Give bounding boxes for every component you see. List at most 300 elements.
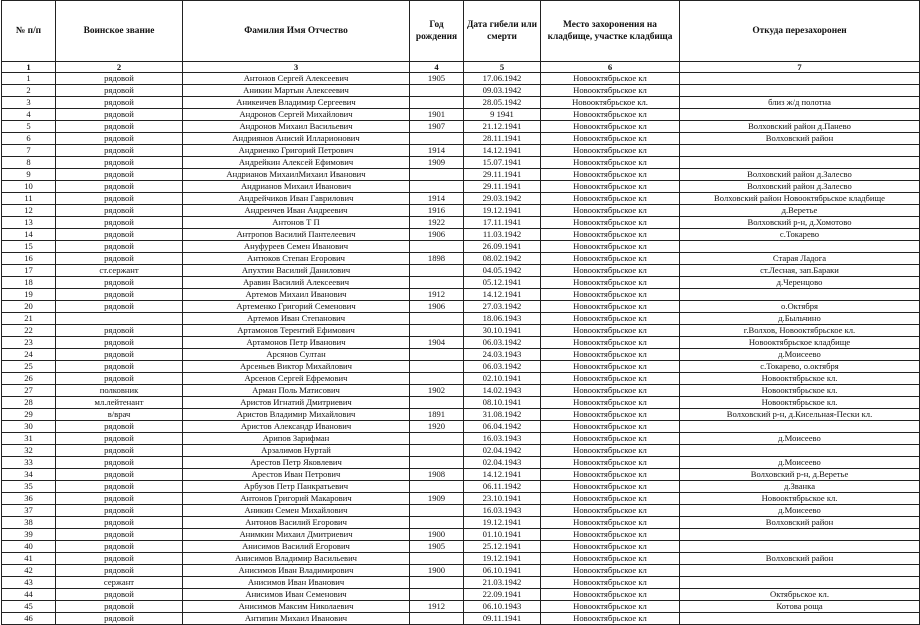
burial-place-cell: Новооктябрьское кл bbox=[541, 613, 680, 625]
table-row bbox=[2, 121, 920, 133]
name-cell: Анисимов Иван Иванович bbox=[183, 577, 410, 589]
birth-year-cell: 1909 bbox=[410, 157, 464, 169]
reburied-from-cell: д.Моисеево bbox=[680, 457, 920, 469]
row-number: 8 bbox=[2, 157, 56, 169]
reburied-from-cell: д.Быльчино bbox=[680, 313, 920, 325]
name-cell: Андрейчиков Иван Гаврилович bbox=[183, 193, 410, 205]
reburied-from-cell: д.Моисеево bbox=[680, 349, 920, 361]
reburied-from-cell bbox=[680, 541, 920, 553]
table-row bbox=[2, 457, 920, 469]
table-row bbox=[2, 469, 920, 481]
name-cell: Аравин Василий Алексеевич bbox=[183, 277, 410, 289]
birth-year-cell bbox=[410, 553, 464, 565]
burial-place-cell: Новооктябрьское кл bbox=[541, 265, 680, 277]
death-date-cell: 17.11.1941 bbox=[464, 217, 541, 229]
burial-place-cell: Новооктябрьское кл bbox=[541, 301, 680, 313]
death-date-cell: 06.10.1941 bbox=[464, 565, 541, 577]
row-number: 20 bbox=[2, 301, 56, 313]
burial-place-cell: Новооктябрьское кл bbox=[541, 289, 680, 301]
column-number: 4 bbox=[410, 62, 464, 73]
death-date-cell: 02.04.1943 bbox=[464, 457, 541, 469]
name-cell: Антюков Степан Егорович bbox=[183, 253, 410, 265]
rank-cell: рядовой bbox=[56, 541, 183, 553]
reburied-from-cell: Котова роща bbox=[680, 601, 920, 613]
reburied-from-cell: д.Моисеево bbox=[680, 433, 920, 445]
rank-cell: рядовой bbox=[56, 349, 183, 361]
death-date-cell: 21.03.1942 bbox=[464, 577, 541, 589]
reburied-from-cell bbox=[680, 145, 920, 157]
burial-place-cell: Новооктябрьское кл bbox=[541, 169, 680, 181]
birth-year-cell bbox=[410, 313, 464, 325]
burial-place-cell: Новооктябрьское кл bbox=[541, 373, 680, 385]
table-row bbox=[2, 397, 920, 409]
rank-cell: рядовой bbox=[56, 481, 183, 493]
birth-year-cell bbox=[410, 517, 464, 529]
burial-place-cell: Новооктябрьское кл bbox=[541, 349, 680, 361]
rank-cell: мл.лейтенант bbox=[56, 397, 183, 409]
row-number: 28 bbox=[2, 397, 56, 409]
table-row bbox=[2, 73, 920, 85]
burial-place-cell: Новооктябрьское кл bbox=[541, 433, 680, 445]
birth-year-cell: 1902 bbox=[410, 385, 464, 397]
burial-place-cell: Новооктябрьское кл bbox=[541, 589, 680, 601]
birth-year-cell: 1920 bbox=[410, 421, 464, 433]
birth-year-cell: 1898 bbox=[410, 253, 464, 265]
table-row bbox=[2, 169, 920, 181]
row-number: 44 bbox=[2, 589, 56, 601]
row-number: 30 bbox=[2, 421, 56, 433]
death-date-cell: 06.11.1942 bbox=[464, 481, 541, 493]
reburied-from-cell bbox=[680, 73, 920, 85]
table-row bbox=[2, 601, 920, 613]
rank-cell: рядовой bbox=[56, 217, 183, 229]
death-date-cell: 14.12.1941 bbox=[464, 145, 541, 157]
reburied-from-cell: Октябрьское кл. bbox=[680, 589, 920, 601]
death-date-cell: 08.02.1942 bbox=[464, 253, 541, 265]
name-cell: Антонов Т П bbox=[183, 217, 410, 229]
rank-cell: рядовой bbox=[56, 529, 183, 541]
table-row bbox=[2, 445, 920, 457]
column-number: 3 bbox=[183, 62, 410, 73]
burial-place-cell: Новооктябрьское кл bbox=[541, 337, 680, 349]
rank-cell: рядовой bbox=[56, 277, 183, 289]
burial-place-cell: Новооктябрьское кл bbox=[541, 145, 680, 157]
reburied-from-cell: Волховский район bbox=[680, 553, 920, 565]
row-number: 34 bbox=[2, 469, 56, 481]
column-number: 7 bbox=[680, 62, 920, 73]
name-cell: Анисимов Иван Семенович bbox=[183, 589, 410, 601]
table-row bbox=[2, 337, 920, 349]
burial-place-cell: Новооктябрьское кл bbox=[541, 517, 680, 529]
rank-cell: в/врач bbox=[56, 409, 183, 421]
table-row bbox=[2, 313, 920, 325]
death-date-cell: 25.12.1941 bbox=[464, 541, 541, 553]
header-full-name: Фамилия Имя Отчество bbox=[183, 1, 410, 62]
burial-place-cell: Новооктябрьское кл bbox=[541, 73, 680, 85]
birth-year-cell bbox=[410, 373, 464, 385]
row-number: 3 bbox=[2, 97, 56, 109]
death-date-cell: 06.10.1943 bbox=[464, 601, 541, 613]
death-date-cell: 05.12.1941 bbox=[464, 277, 541, 289]
row-number: 2 bbox=[2, 85, 56, 97]
birth-year-cell: 1901 bbox=[410, 109, 464, 121]
name-cell: Артамонов Терентий Ефимович bbox=[183, 325, 410, 337]
burial-place-cell: Новооктябрьское кл bbox=[541, 445, 680, 457]
reburied-from-cell: Волховский район д.Залесво bbox=[680, 181, 920, 193]
rank-cell: рядовой bbox=[56, 109, 183, 121]
reburied-from-cell bbox=[680, 577, 920, 589]
reburied-from-cell bbox=[680, 109, 920, 121]
name-cell: Артеменко Григорий Семенович bbox=[183, 301, 410, 313]
burial-place-cell: Новооктябрьское кл bbox=[541, 577, 680, 589]
name-cell: Аникин Мартын Алексеевич bbox=[183, 85, 410, 97]
rank-cell: полковник bbox=[56, 385, 183, 397]
row-number: 11 bbox=[2, 193, 56, 205]
death-date-cell: 06.03.1942 bbox=[464, 337, 541, 349]
death-date-cell: 17.06.1942 bbox=[464, 73, 541, 85]
reburied-from-cell: с.Токарево bbox=[680, 229, 920, 241]
name-cell: Арестов Петр Яковлевич bbox=[183, 457, 410, 469]
table-row bbox=[2, 289, 920, 301]
table-row bbox=[2, 97, 920, 109]
rank-cell: рядовой bbox=[56, 85, 183, 97]
burial-place-cell: Новооктябрьское кл bbox=[541, 253, 680, 265]
burial-place-cell: Новооктябрьское кл bbox=[541, 469, 680, 481]
burial-register-table bbox=[1, 0, 920, 625]
reburied-from-cell: д.Званка bbox=[680, 481, 920, 493]
reburied-from-cell: Волховский район д.Панево bbox=[680, 121, 920, 133]
rank-cell: рядовой bbox=[56, 289, 183, 301]
burial-place-cell: Новооктябрьское кл bbox=[541, 601, 680, 613]
row-number: 5 bbox=[2, 121, 56, 133]
name-cell: Антонов Сергей Алексеевич bbox=[183, 73, 410, 85]
reburied-from-cell bbox=[680, 157, 920, 169]
rank-cell: рядовой bbox=[56, 301, 183, 313]
name-cell: Аристов Владимир Михайлович bbox=[183, 409, 410, 421]
name-cell: Аникеичев Владимир Сергеевич bbox=[183, 97, 410, 109]
name-cell: Андронов Михаил Васильевич bbox=[183, 121, 410, 133]
column-number: 6 bbox=[541, 62, 680, 73]
name-cell: Антонов Василий Егорович bbox=[183, 517, 410, 529]
death-date-cell: 27.03.1942 bbox=[464, 301, 541, 313]
table-row bbox=[2, 553, 920, 565]
reburied-from-cell: о.Октября bbox=[680, 301, 920, 313]
birth-year-cell bbox=[410, 481, 464, 493]
row-number: 9 bbox=[2, 169, 56, 181]
reburied-from-cell: Волховский р-н, д.Хомотово bbox=[680, 217, 920, 229]
table-row bbox=[2, 421, 920, 433]
row-number: 13 bbox=[2, 217, 56, 229]
table-row bbox=[2, 409, 920, 421]
reburied-from-cell bbox=[680, 289, 920, 301]
rank-cell: рядовой bbox=[56, 433, 183, 445]
reburied-from-cell: Новооктябрьское кл. bbox=[680, 397, 920, 409]
reburied-from-cell: Волховский р-н, д.Кисельная-Пески кл. bbox=[680, 409, 920, 421]
burial-place-cell: Новооктябрьское кл bbox=[541, 121, 680, 133]
table-row bbox=[2, 541, 920, 553]
burial-place-cell: Новооктябрьское кл bbox=[541, 505, 680, 517]
death-date-cell: 24.03.1943 bbox=[464, 349, 541, 361]
table-row bbox=[2, 217, 920, 229]
row-number: 46 bbox=[2, 613, 56, 625]
burial-place-cell: Новооктябрьское кл bbox=[541, 217, 680, 229]
name-cell: Анимкин Михаил Дмитриевич bbox=[183, 529, 410, 541]
table-row bbox=[2, 253, 920, 265]
table-row bbox=[2, 277, 920, 289]
death-date-cell: 14.02.1943 bbox=[464, 385, 541, 397]
rank-cell: рядовой bbox=[56, 469, 183, 481]
row-number: 42 bbox=[2, 565, 56, 577]
name-cell: Артемов Михаил Иванович bbox=[183, 289, 410, 301]
birth-year-cell bbox=[410, 361, 464, 373]
rank-cell: рядовой bbox=[56, 421, 183, 433]
reburied-from-cell: ст.Лесная, зап.Бараки bbox=[680, 265, 920, 277]
name-cell: Арман Поль Матисович bbox=[183, 385, 410, 397]
rank-cell: рядовой bbox=[56, 73, 183, 85]
name-cell: Андрианов МихаилМихаил Иванович bbox=[183, 169, 410, 181]
name-cell: Арестов Иван Петрович bbox=[183, 469, 410, 481]
name-cell: Анисимов Иван Владимирович bbox=[183, 565, 410, 577]
rank-cell: рядовой bbox=[56, 373, 183, 385]
reburied-from-cell: д.Черенцово bbox=[680, 277, 920, 289]
burial-place-cell: Новооктябрьское кл bbox=[541, 397, 680, 409]
burial-place-cell: Новооктябрьское кл. bbox=[541, 97, 680, 109]
birth-year-cell bbox=[410, 181, 464, 193]
name-cell: Анисимов Василий Егорович bbox=[183, 541, 410, 553]
birth-year-cell: 1912 bbox=[410, 289, 464, 301]
death-date-cell: 19.12.1941 bbox=[464, 553, 541, 565]
table-row bbox=[2, 361, 920, 373]
row-number: 23 bbox=[2, 337, 56, 349]
rank-cell: рядовой bbox=[56, 193, 183, 205]
death-date-cell: 18.06.1943 bbox=[464, 313, 541, 325]
table-row bbox=[2, 481, 920, 493]
table-row bbox=[2, 193, 920, 205]
column-number: 2 bbox=[56, 62, 183, 73]
reburied-from-cell: Волховский район bbox=[680, 133, 920, 145]
header-burial-place: Место захоронения на кладбище, участке кладбища bbox=[541, 1, 680, 62]
name-cell: Арбузов Петр Панкратьевич bbox=[183, 481, 410, 493]
death-date-cell: 29.03.1942 bbox=[464, 193, 541, 205]
rank-cell: рядовой bbox=[56, 133, 183, 145]
birth-year-cell: 1908 bbox=[410, 469, 464, 481]
rank-cell: рядовой bbox=[56, 337, 183, 349]
rank-cell: рядовой bbox=[56, 229, 183, 241]
reburied-from-cell bbox=[680, 565, 920, 577]
birth-year-cell: 1912 bbox=[410, 601, 464, 613]
birth-year-cell bbox=[410, 433, 464, 445]
burial-place-cell: Новооктябрьское кл bbox=[541, 457, 680, 469]
reburied-from-cell: Волховский район Новооктябрьское кладбище bbox=[680, 193, 920, 205]
row-number: 31 bbox=[2, 433, 56, 445]
death-date-cell: 19.12.1941 bbox=[464, 517, 541, 529]
table-row bbox=[2, 301, 920, 313]
table-row bbox=[2, 577, 920, 589]
birth-year-cell bbox=[410, 85, 464, 97]
birth-year-cell: 1904 bbox=[410, 337, 464, 349]
rank-cell: рядовой bbox=[56, 121, 183, 133]
row-number: 26 bbox=[2, 373, 56, 385]
reburied-from-cell: д.Моисеево bbox=[680, 505, 920, 517]
death-date-cell: 9 1941 bbox=[464, 109, 541, 121]
birth-year-cell bbox=[410, 457, 464, 469]
row-number: 12 bbox=[2, 205, 56, 217]
birth-year-cell: 1906 bbox=[410, 301, 464, 313]
column-number: 1 bbox=[2, 62, 56, 73]
reburied-from-cell: Волховский район д.Залесво bbox=[680, 169, 920, 181]
name-cell: Андреичев Иван Андреевич bbox=[183, 205, 410, 217]
column-number: 5 bbox=[464, 62, 541, 73]
death-date-cell: 28.05.1942 bbox=[464, 97, 541, 109]
death-date-cell: 31.08.1942 bbox=[464, 409, 541, 421]
reburied-from-cell: Новооктябрьское кл. bbox=[680, 385, 920, 397]
name-cell: Андронов Сергей Михайлович bbox=[183, 109, 410, 121]
death-date-cell: 19.12.1941 bbox=[464, 205, 541, 217]
burial-place-cell: Новооктябрьское кл bbox=[541, 241, 680, 253]
row-number: 39 bbox=[2, 529, 56, 541]
name-cell: Арсенов Сергей Ефремович bbox=[183, 373, 410, 385]
row-number: 4 bbox=[2, 109, 56, 121]
row-number: 16 bbox=[2, 253, 56, 265]
name-cell: Анисимов Максим Николаевич bbox=[183, 601, 410, 613]
birth-year-cell: 1922 bbox=[410, 217, 464, 229]
death-date-cell: 29.11.1941 bbox=[464, 181, 541, 193]
birth-year-cell bbox=[410, 169, 464, 181]
burial-place-cell: Новооктябрьское кл bbox=[541, 157, 680, 169]
death-date-cell: 16.03.1943 bbox=[464, 505, 541, 517]
reburied-from-cell bbox=[680, 529, 920, 541]
row-number: 45 bbox=[2, 601, 56, 613]
birth-year-cell bbox=[410, 97, 464, 109]
column-number-row bbox=[2, 62, 920, 73]
table-row bbox=[2, 517, 920, 529]
reburied-from-cell: д.Веретье bbox=[680, 205, 920, 217]
rank-cell: рядовой bbox=[56, 565, 183, 577]
name-cell: Андрианов Михаил Иванович bbox=[183, 181, 410, 193]
name-cell: Арсянов Султан bbox=[183, 349, 410, 361]
death-date-cell: 14.12.1941 bbox=[464, 289, 541, 301]
birth-year-cell: 1891 bbox=[410, 409, 464, 421]
birth-year-cell bbox=[410, 445, 464, 457]
death-date-cell: 06.04.1942 bbox=[464, 421, 541, 433]
table-row bbox=[2, 493, 920, 505]
rank-cell: рядовой bbox=[56, 457, 183, 469]
burial-place-cell: Новооктябрьское кл bbox=[541, 133, 680, 145]
death-date-cell: 21.12.1941 bbox=[464, 121, 541, 133]
name-cell: Артемов Иван Степанович bbox=[183, 313, 410, 325]
rank-cell: рядовой bbox=[56, 553, 183, 565]
row-number: 10 bbox=[2, 181, 56, 193]
death-date-cell: 11.03.1942 bbox=[464, 229, 541, 241]
burial-place-cell: Новооктябрьское кл bbox=[541, 181, 680, 193]
name-cell: Аристов Александр Иванович bbox=[183, 421, 410, 433]
name-cell: Ануфуреев Семен Иванович bbox=[183, 241, 410, 253]
death-date-cell: 23.10.1941 bbox=[464, 493, 541, 505]
rank-cell: ст.сержант bbox=[56, 265, 183, 277]
death-date-cell: 09.03.1942 bbox=[464, 85, 541, 97]
row-number: 18 bbox=[2, 277, 56, 289]
death-date-cell: 28.11.1941 bbox=[464, 133, 541, 145]
death-date-cell: 01.10.1941 bbox=[464, 529, 541, 541]
row-number: 14 bbox=[2, 229, 56, 241]
row-number: 27 bbox=[2, 385, 56, 397]
row-number: 32 bbox=[2, 445, 56, 457]
burial-place-cell: Новооктябрьское кл bbox=[541, 277, 680, 289]
birth-year-cell: 1914 bbox=[410, 145, 464, 157]
name-cell: Андрейкин Алексей Ефимович bbox=[183, 157, 410, 169]
death-date-cell: 15.07.1941 bbox=[464, 157, 541, 169]
row-number: 29 bbox=[2, 409, 56, 421]
burial-place-cell: Новооктябрьское кл bbox=[541, 205, 680, 217]
burial-place-cell: Новооктябрьское кл bbox=[541, 313, 680, 325]
reburied-from-cell bbox=[680, 421, 920, 433]
name-cell: Андриенко Григорий Петрович bbox=[183, 145, 410, 157]
burial-place-cell: Новооктябрьское кл bbox=[541, 541, 680, 553]
row-number: 25 bbox=[2, 361, 56, 373]
row-number: 17 bbox=[2, 265, 56, 277]
burial-place-cell: Новооктябрьское кл bbox=[541, 553, 680, 565]
birth-year-cell: 1907 bbox=[410, 121, 464, 133]
table-row bbox=[2, 157, 920, 169]
row-number: 19 bbox=[2, 289, 56, 301]
birth-year-cell bbox=[410, 277, 464, 289]
birth-year-cell: 1905 bbox=[410, 541, 464, 553]
burial-place-cell: Новооктябрьское кл bbox=[541, 109, 680, 121]
burial-place-cell: Новооктябрьское кл bbox=[541, 409, 680, 421]
reburied-from-cell: Старая Ладога bbox=[680, 253, 920, 265]
reburied-from-cell: с.Токарево, о.октября bbox=[680, 361, 920, 373]
table-row bbox=[2, 229, 920, 241]
burial-place-cell: Новооктябрьское кл bbox=[541, 421, 680, 433]
rank-cell: сержант bbox=[56, 577, 183, 589]
rank-cell: рядовой bbox=[56, 169, 183, 181]
name-cell: Антипин Михаил Иванович bbox=[183, 613, 410, 625]
row-number: 35 bbox=[2, 481, 56, 493]
reburied-from-cell: Новооктябрьское кл. bbox=[680, 373, 920, 385]
reburied-from-cell: г.Волхов, Новооктябрьское кл. bbox=[680, 325, 920, 337]
burial-place-cell: Новооктябрьское кл bbox=[541, 529, 680, 541]
table-row bbox=[2, 565, 920, 577]
row-number: 43 bbox=[2, 577, 56, 589]
burial-place-cell: Новооктябрьское кл bbox=[541, 385, 680, 397]
rank-cell: рядовой bbox=[56, 97, 183, 109]
birth-year-cell bbox=[410, 265, 464, 277]
table-row bbox=[2, 325, 920, 337]
rank-cell: рядовой bbox=[56, 361, 183, 373]
birth-year-cell bbox=[410, 133, 464, 145]
rank-cell: рядовой bbox=[56, 589, 183, 601]
name-cell: Артамонов Петр Иванович bbox=[183, 337, 410, 349]
birth-year-cell bbox=[410, 505, 464, 517]
row-number: 21 bbox=[2, 313, 56, 325]
row-number: 15 bbox=[2, 241, 56, 253]
table-row bbox=[2, 265, 920, 277]
name-cell: Антропов Василий Пантелеевич bbox=[183, 229, 410, 241]
row-number: 41 bbox=[2, 553, 56, 565]
death-date-cell: 29.11.1941 bbox=[464, 169, 541, 181]
table-row bbox=[2, 373, 920, 385]
header-birth-year: Год рождения bbox=[410, 1, 464, 62]
birth-year-cell bbox=[410, 325, 464, 337]
death-date-cell: 30.10.1941 bbox=[464, 325, 541, 337]
birth-year-cell: 1905 bbox=[410, 73, 464, 85]
header-reburied-from: Откуда перезахоронен bbox=[680, 1, 920, 62]
table-header bbox=[2, 1, 920, 62]
birth-year-cell bbox=[410, 397, 464, 409]
table-row bbox=[2, 589, 920, 601]
burial-place-cell: Новооктябрьское кл bbox=[541, 85, 680, 97]
birth-year-cell bbox=[410, 589, 464, 601]
